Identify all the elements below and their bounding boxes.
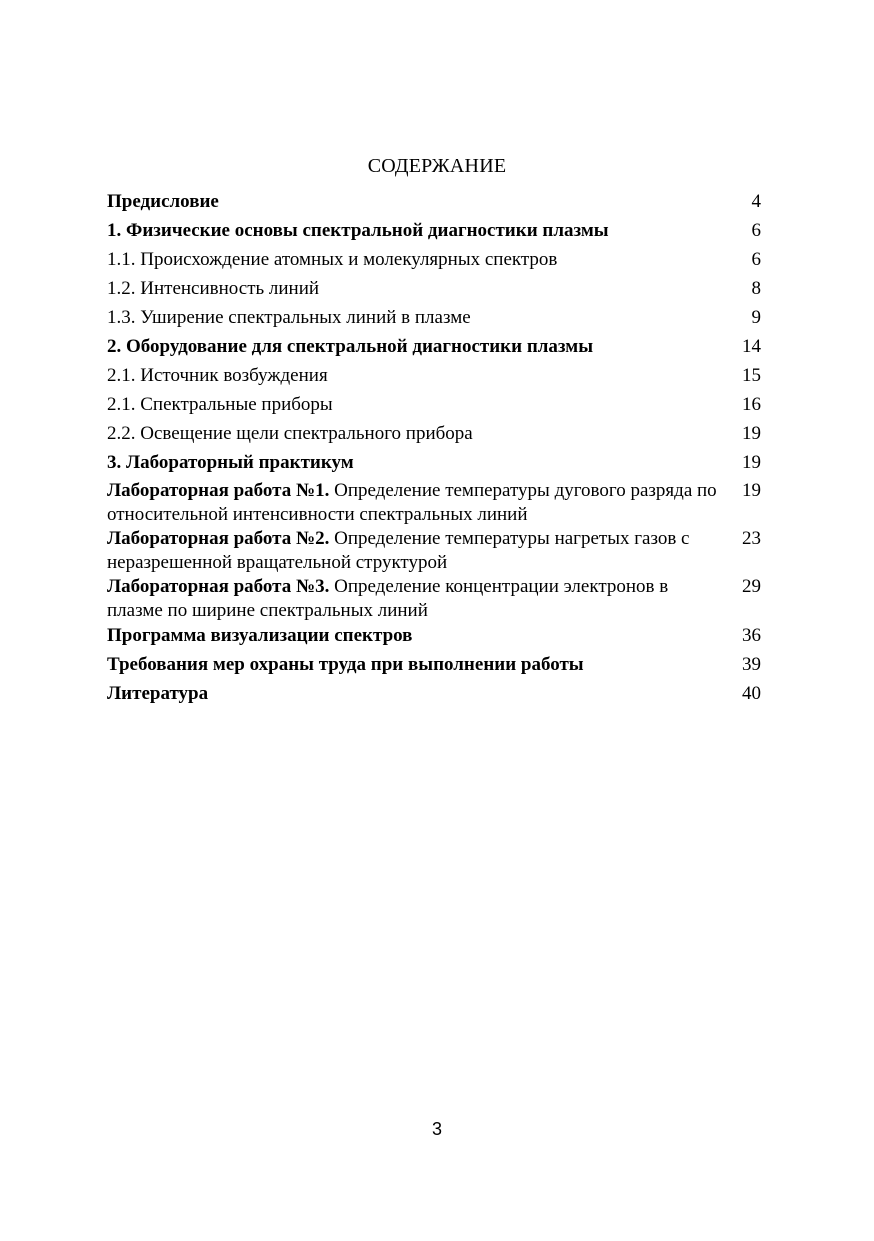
toc-entry-6[interactable] [107, 334, 763, 363]
toc-entry-label: Определение температуры нагретых газов с неразрешенной вращательной структурой [107, 528, 690, 573]
toc-entry-label: Определение концентрации электронов в плазме по ширине спектральных линий [107, 576, 669, 621]
toc-entry-2[interactable] [107, 218, 763, 247]
table-of-contents [107, 189, 763, 710]
toc-entry-title [107, 450, 717, 476]
toc-entry-bold-label: Лабораторная работа №3. [107, 576, 330, 597]
toc-entry-16[interactable] [107, 681, 763, 710]
toc-entry-page-number: 19 [742, 452, 761, 473]
toc-entry-page-number: 6 [751, 220, 761, 241]
toc-entry-label: 1.3. Уширение спектральных линий в плазме [107, 307, 471, 328]
toc-entry-bold-label: 3. Лабораторный практикум [107, 452, 354, 473]
toc-entry-label: Определение температуры дугового разряда по относительной интенсивности спектральных линий [107, 480, 717, 525]
toc-entry-page-number: 19 [742, 480, 761, 501]
page-number: 3 [431, 1119, 442, 1139]
toc-entry-bold-label: Лабораторная работа №1. [107, 480, 330, 501]
toc-entry-page-number: 6 [751, 249, 761, 270]
toc-entry-page-number: 29 [742, 576, 761, 597]
toc-entry-title [107, 334, 717, 360]
toc-entry-9[interactable] [107, 421, 763, 450]
toc-entry-page-number: 14 [742, 336, 761, 357]
toc-entry-title [107, 652, 717, 678]
toc-entry-page-number: 36 [742, 625, 761, 646]
toc-entry-bold-label: Лабораторная работа №2. [107, 528, 330, 549]
toc-entry-page-number: 15 [742, 365, 761, 386]
toc-entry-title [107, 479, 717, 527]
toc-entry-title [107, 218, 717, 244]
toc-entry-label: 1.2. Интенсивность линий [107, 278, 320, 299]
toc-entry-page-number: 8 [751, 278, 761, 299]
toc-entry-page-number: 39 [742, 654, 761, 675]
toc-entry-title [107, 247, 717, 273]
toc-entry-14[interactable] [107, 623, 763, 652]
toc-entry-5[interactable] [107, 305, 763, 334]
toc-entry-3[interactable] [107, 247, 763, 276]
toc-entry-title [107, 363, 717, 389]
toc-entry-1[interactable] [107, 189, 763, 218]
toc-entry-title [107, 575, 717, 623]
toc-entry-13[interactable] [107, 575, 763, 623]
toc-entry-bold-label: 1. Физические основы спектральной диагностики плазмы [107, 220, 609, 241]
toc-entry-page-number: 40 [742, 683, 761, 704]
toc-entry-title [107, 305, 717, 331]
toc-entry-label: 2.2. Освещение щели спектрального прибора [107, 423, 473, 444]
toc-entry-bold-label: Предисловие [107, 191, 219, 212]
toc-entry-8[interactable] [107, 392, 763, 421]
toc-entry-title [107, 623, 717, 649]
toc-entry-label: 1.1. Происхождение атомных и молекулярных спектров [107, 249, 558, 270]
toc-entry-12[interactable] [107, 527, 763, 575]
toc-entry-title [107, 189, 717, 215]
toc-entry-7[interactable] [107, 363, 763, 392]
toc-entry-bold-label: 2. Оборудование для спектральной диагностики плазмы [107, 336, 594, 357]
toc-entry-label: 2.1. Спектральные приборы [107, 394, 333, 415]
toc-entry-page-number: 19 [742, 423, 761, 444]
toc-entry-title [107, 681, 717, 707]
toc-entry-page-number: 4 [751, 191, 761, 212]
toc-entry-title [107, 392, 717, 418]
toc-entry-title [107, 527, 717, 575]
toc-entry-bold-label: Требования мер охраны труда при выполнении работы [107, 654, 584, 675]
toc-entry-11[interactable] [107, 479, 763, 527]
toc-entry-title [107, 421, 717, 447]
toc-entry-4[interactable] [107, 276, 763, 305]
toc-entry-label: 2.1. Источник возбуждения [107, 365, 328, 386]
toc-entry-10[interactable] [107, 450, 763, 479]
toc-entry-bold-label: Литература [107, 683, 209, 704]
toc-entry-page-number: 16 [742, 394, 761, 415]
toc-entry-page-number: 23 [742, 528, 761, 549]
toc-entry-title [107, 276, 717, 302]
page-title: СОДЕРЖАНИЕ [367, 155, 507, 177]
toc-entry-15[interactable] [107, 652, 763, 681]
toc-entry-page-number: 9 [751, 307, 761, 328]
toc-entry-bold-label: Программа визуализации спектров [107, 625, 413, 646]
